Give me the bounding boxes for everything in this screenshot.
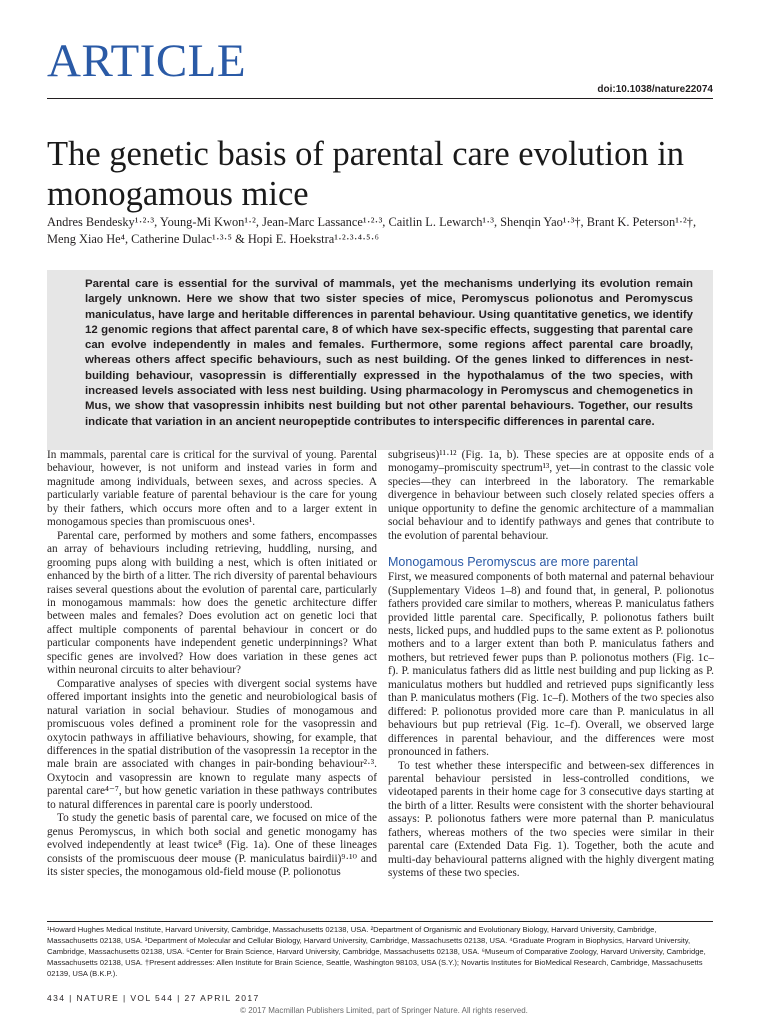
- footnote-line: Massachusetts 02138, USA. †Present addresses: Allen Institute for Brain Science, Seattle, Washington 98103, USA (S.Y.); Novartis Institutes for BioMedical Research, Cambridge, Massachusetts: [47, 957, 703, 967]
- abstract-box: [47, 270, 713, 450]
- left-column: [47, 449, 377, 880]
- doi[interactable]: doi:10.1038/nature22074: [597, 84, 713, 95]
- body-paragraph: To study the genetic basis of parental care, we focused on mice of the genus Peromyscus, in which both social and genetic monogamy has evolved independently at least twice⁸ (Fig. 1a). One of these lineages consists of the promiscuous deer mouse (P. maniculatus bairdii)⁹·¹⁰ and its sister species, the monogamous old-field mouse (P. polionotus: [47, 812, 377, 879]
- affiliations: [47, 925, 713, 980]
- footnote-line: Cambridge, Massachusetts 02138, USA. ⁵Center for Brain Science, Harvard University, Cambridge, Massachusetts 02138, USA. ⁶Museum of Comparative Zoology, Harvard University, Cambridge,: [47, 946, 706, 956]
- authors-line: Meng Xiao He⁴, Catherine Dulac¹·³·⁵ & Hopi E. Hoekstra¹·²·³·⁴·⁵·⁶: [47, 232, 379, 246]
- body-paragraph: Parental care, performed by mothers and some fathers, encompasses an array of behaviours including retrieving, huddling, nursing, and grooming pups along with building a nest, which is often initiated or enhanced by the birth of a litter. The rich diversity of parental behaviours raises several questions about the evolution of parental care, particularly in monogamous mammals: how does the genetic architecture differ between males and females? Does evolution act on genetic loci that affect multiple components of parental behaviour in concert or do particular components have independent genetic underpinnings? What specific genes are involved? How does variation in these genes act within neuronal circuits to alter behaviour?: [47, 529, 377, 677]
- abstract: Parental care is essential for the survival of mammals, yet the mechanisms underlying its evolution remain largely unknown. Here we show that two sister species of mice, Peromyscus polionotus and Peromyscus maniculatus, have large and heritable differences in parental behaviour. Using quantitative genetics, we identify 12 genomic regions that affect parental care, 8 of which have sex-specific effects, suggesting that parental care can evolve independently in males and females. Furthermore, some regions affect parental care broadly, whereas others affect specific behaviours, such as nest building. Of the genes linked to differences in nest-building behaviour, vasopressin is differentially expressed in the hypothalamus of the two species, with increased levels associated with less nest building. Using pharmacology in Peromyscus and chemogenetics in Mus, we show that vasopressin inhibits nest building but not other parental behaviours. Together, our results indicate that variation in an ancient neuropeptide contributes to interspecific differences in parental care.: [85, 278, 693, 428]
- body-paragraph: In mammals, parental care is critical for the survival of young. Parental behaviour, however, is not uniform and instead varies in form and magnitude among individuals, between sexes, and across species. A particularly variable feature of parental behaviour is the care for young by their fathers, which occurs more often and to a larger extent in monogamous species than promiscuous ones¹.: [47, 449, 377, 529]
- body-paragraph: To test whether these interspecific and between-sex differences in parental behaviour persisted in less-controlled conditions, we videotaped parents in their home cage for 3 consecutive days starting at the birth of a litter. Results were consistent with the shorter behavioural assays: P. polionotus fathers were more paternal than P. maniculatus fathers, whereas mothers of the two species were similar in their parental care (Extended Data Fig. 1). Together, both the acute and multi-day behavioural patterns aligned with the highly divergent mating systems of these two species.: [388, 759, 714, 880]
- section-label: ARTICLE: [47, 35, 247, 87]
- journal-footer: 434 | NATURE | VOL 544 | 27 APRIL 2017: [47, 993, 260, 1003]
- authors-line: Andres Bendesky¹·²·³, Young-Mi Kwon¹·², Jean-Marc Lassance¹·²·³, Caitlin L. Lewarch¹·³, Shenqin Yao¹·³†, Brant K. Peterson¹·²†,: [47, 215, 697, 229]
- right-column: [388, 449, 714, 881]
- article-title: The genetic basis of parental care evolution in monogamous mice: [47, 135, 685, 213]
- footnote-line: Massachusetts 02138, USA. ³Department of Molecular and Cellular Biology, Harvard University, Cambridge, Massachusetts 02138, USA. ⁴Graduate Program in Biophysics, Harvard University,: [47, 935, 691, 945]
- footnote-line: ¹Howard Hughes Medical Institute, Harvard University, Cambridge, Massachusetts 02138, USA. ²Department of Organismic and Evolutionary Biology, Harvard University, Cambridge,: [47, 925, 657, 934]
- copyright: © 2017 Macmillan Publishers Limited, part of Springer Nature. All rights reserved.: [240, 1006, 528, 1015]
- body-paragraph: subgriseus)¹¹·¹² (Fig. 1a, b). These species are at opposite ends of a monogamy–promiscuity spectrum¹³, yet—in contrast to the classic vole species—they can interbreed in the laboratory. The remarkable divergence in behaviour between such closely related species offers a unique opportunity to define the genomic architecture of a mammalian social behaviour and to identify pathways and genes that contribute to the evolution of parental behaviour.: [388, 449, 714, 542]
- body-paragraph: Comparative analyses of species with divergent social systems have offered important insights into the genetic and neurobiological basis of natural variation in social behaviour. Studies of monogamous and promiscuous voles defined a prominent role for the vasopressin and oxytocin pathways in affiliative behaviours, showing, for example, that differences in the spatial distribution of the vasopressin 1a receptor in the male brain are associated with changes in pair-bonding behaviour²·³. Oxytocin and vasopressin are known to regulate many aspects of parental care⁴⁻⁷, but how genetic variation in these pathways contributes to natural differences in parental care is poorly understood.: [47, 677, 378, 811]
- footnote-rule: [47, 921, 713, 922]
- body-paragraph: First, we measured components of both maternal and paternal behaviour (Supplementary Videos 1–8) and found that, in general, P. polionotus fathers provided care similar to mothers, whereas P. maniculatus fathers provided little parental care. Specifically, P. polionotus fathers built nests, licked pups, and huddled pups to the same extent as P. polionotus mothers and to a larger extent than both P. maniculatus fathers and mothers, but retrieved fewer pups than P. polionotus mothers (Fig. 1c–f). P. maniculatus fathers did as little nest building and pup licking as P. maniculatus mothers but huddled and retrieved pups significantly less than P. maniculatus mothers (Fig. 1c–f). Mothers of the two species also differed: P. polionotus provided more care than P. maniculatus in all behaviours but pup retrieval (Fig. 1c–f). Overall, we observed large differences in parental behaviour, and the differences were most pronounced in fathers.: [388, 571, 714, 759]
- footnote-line: 02139, USA (B.K.P.).: [47, 968, 118, 978]
- section-heading: Monogamous Peromyscus are more parental: [388, 555, 639, 570]
- author-list: [47, 214, 717, 248]
- header-rule: [47, 98, 713, 99]
